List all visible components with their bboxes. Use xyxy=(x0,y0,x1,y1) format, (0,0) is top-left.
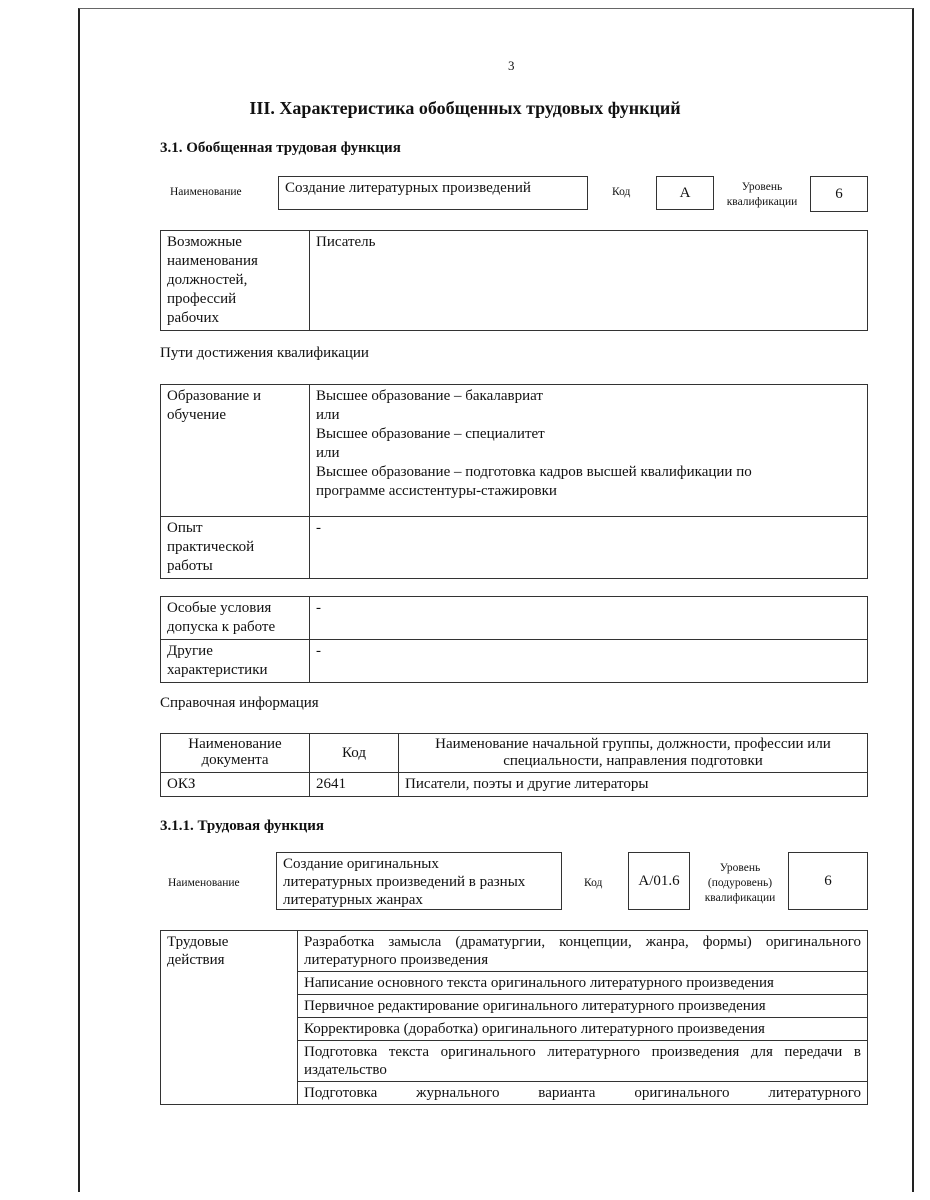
section-title: III. Характеристика обобщенных трудовых функций xyxy=(249,98,681,118)
tf-level-label xyxy=(694,861,786,906)
tf-name-line: литературных жанрах xyxy=(283,892,423,908)
gf-level-label-line1: Уровень xyxy=(741,181,783,193)
gf-name-box xyxy=(278,176,588,210)
action-item-line: Подготовка текста оригинального литературного произведения для передачи в xyxy=(304,1044,861,1060)
action-item xyxy=(298,931,868,972)
conditions-value: - xyxy=(310,597,868,640)
actions-label-line: Трудовые xyxy=(167,934,229,950)
reference-header-group-line: специальности, направления подготовки xyxy=(503,753,763,769)
gf-level-box xyxy=(810,176,868,212)
reference-table xyxy=(160,733,868,797)
education-line: программе ассистентуры-стажировки xyxy=(316,483,557,499)
generalized-function-title: 3.1. Обобщенная трудовая функция xyxy=(160,140,401,156)
other-value: - xyxy=(310,640,868,683)
positions-label-line: профессий xyxy=(167,291,237,307)
paths-title: Пути достижения квалификации xyxy=(160,345,369,361)
gf-code-box xyxy=(656,176,714,210)
experience-label-line: Опыт xyxy=(167,520,203,536)
action-item-line: литературного произведения xyxy=(304,952,489,968)
reference-header-doc xyxy=(161,734,310,773)
action-item xyxy=(298,1018,868,1041)
tf-code-box xyxy=(628,852,690,910)
tf-name-line: Создание оригинальных xyxy=(283,856,439,872)
action-item xyxy=(298,1082,868,1105)
gf-code-label: Код xyxy=(612,186,631,198)
actions-label-line: действия xyxy=(167,952,225,968)
experience-label-line: практической xyxy=(167,539,255,555)
reference-title: Справочная информация xyxy=(160,695,319,711)
tf-level-label-line: Уровень xyxy=(719,862,761,874)
labor-function-title: 3.1.1. Трудовая функция xyxy=(160,818,325,834)
education-line: Высшее образование – подготовка кадров высшей квалификации по xyxy=(316,464,752,480)
action-item-line: Первичное редактирование оригинального литературного произведения xyxy=(304,998,766,1014)
positions-value: Писатель xyxy=(310,231,868,331)
reference-header-group xyxy=(399,734,868,773)
gf-level-label xyxy=(712,180,812,210)
education-label xyxy=(161,385,310,517)
positions-label-line: рабочих xyxy=(167,310,219,326)
tf-level-label-line: (подуровень) xyxy=(707,877,773,889)
reference-row-code: 2641 xyxy=(310,773,399,797)
reference-header-doc-line: документа xyxy=(201,752,269,768)
tf-level-box xyxy=(788,852,868,910)
education-label-line: обучение xyxy=(167,407,226,423)
tf-level-value: 6 xyxy=(824,872,832,889)
other-label-line: Другие xyxy=(167,643,213,659)
reference-row-group: Писатели, поэты и другие литераторы xyxy=(399,773,868,797)
gf-level-label-line2: квалификации xyxy=(726,196,798,208)
tf-code-label: Код xyxy=(584,877,603,889)
positions-label-line: наименования xyxy=(167,253,258,269)
action-item-line: Подготовка журнального варианта оригинального литературного xyxy=(304,1085,861,1101)
action-item-line: Разработка замысла (драматургии, концепции, жанра, формы) оригинального xyxy=(304,934,861,950)
reference-row-doc: ОКЗ xyxy=(161,773,310,797)
other-label-line: характеристики xyxy=(167,662,268,678)
positions-table xyxy=(160,230,868,331)
other-label xyxy=(161,640,310,683)
action-item-line: Написание основного текста оригинального литературного произведения xyxy=(304,975,774,991)
positions-label xyxy=(161,231,310,331)
experience-label-line: работы xyxy=(167,558,213,574)
education-value xyxy=(310,385,868,517)
reference-header-code: Код xyxy=(310,734,399,773)
page-number: 3 xyxy=(508,58,515,73)
education-table xyxy=(160,384,868,579)
action-item-line: издательство xyxy=(304,1062,387,1078)
tf-name-label: Наименование xyxy=(168,877,240,889)
action-item xyxy=(298,1041,868,1082)
conditions-label-line: Особые условия xyxy=(167,600,272,616)
tf-name-box xyxy=(276,852,562,910)
reference-header-group-line: Наименование начальной группы, должности, профессии или xyxy=(435,736,831,752)
action-item xyxy=(298,972,868,995)
actions-label xyxy=(161,931,298,1105)
gf-code-value: A xyxy=(679,184,691,201)
conditions-table xyxy=(160,596,868,683)
positions-label-line: Возможные xyxy=(167,234,242,250)
reference-header-doc-line: Наименование xyxy=(188,736,282,752)
education-line: Высшее образование – специалитет xyxy=(316,426,545,442)
positions-label-line: должностей, xyxy=(167,272,248,288)
actions-table xyxy=(160,930,868,1105)
gf-name-value: Создание литературных произведений xyxy=(285,180,531,196)
action-item xyxy=(298,995,868,1018)
education-line: Высшее образование – бакалавриат xyxy=(316,388,543,404)
conditions-label xyxy=(161,597,310,640)
gf-level-value: 6 xyxy=(835,185,843,202)
experience-value: - xyxy=(310,517,868,579)
experience-label xyxy=(161,517,310,579)
education-line: или xyxy=(316,445,340,461)
tf-name-value xyxy=(277,853,561,911)
tf-code-value: A/01.6 xyxy=(638,872,680,889)
tf-name-line: литературных произведений в разных xyxy=(283,874,526,890)
conditions-label-line: допуска к работе xyxy=(167,619,276,635)
action-item-line: Корректировка (доработка) оригинального литературного произведения xyxy=(304,1021,765,1037)
tf-level-label-line: квалификации xyxy=(704,892,776,904)
education-label-line: Образование и xyxy=(167,388,261,404)
education-line: или xyxy=(316,407,340,423)
gf-name-label: Наименование xyxy=(170,186,242,198)
